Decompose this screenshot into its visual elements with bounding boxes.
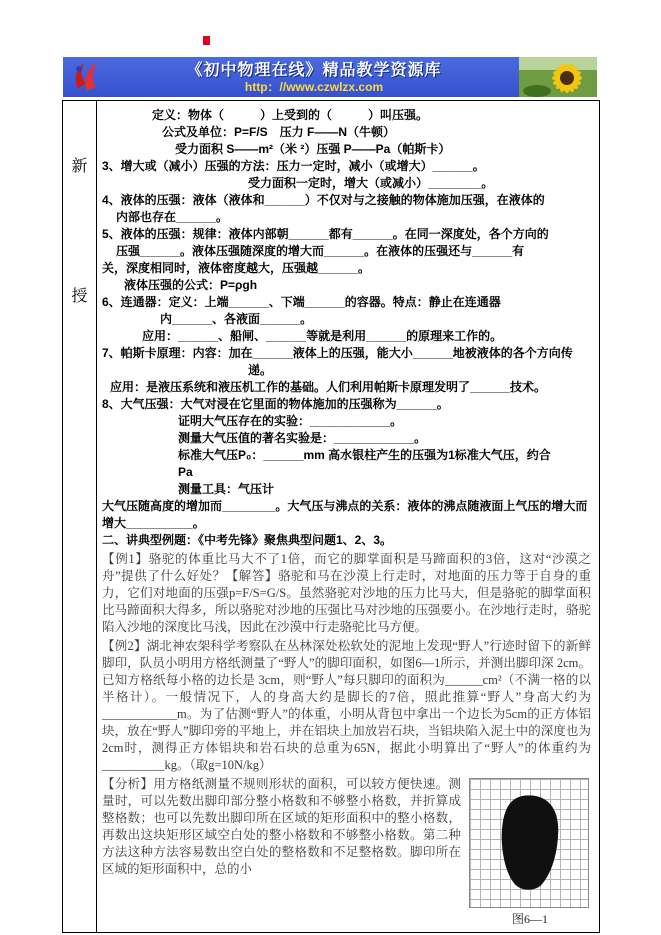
outline-line: 6、连通器：定义：上端______、下端______的容器。特点：静止在连通器 <box>102 295 501 309</box>
analysis-paragraph: 【分析】用方格纸测量不规则形状的面积，可以较方便快速。测量时，可以先数出脚印部分整小格数和不够整小格数，并折算成整格数；也可以先数出脚印所在区域的矩形面积中的整小格数，再数出这块矩形区域空白处的整小格数和不够整小格数。第二种方法这种方法容易数出空白处的整格数和不足整格数。脚印所在区域的矩形面积中，总的小 <box>102 777 461 876</box>
grid-paper <box>469 778 589 908</box>
site-logo-icon <box>63 57 109 97</box>
outline-line: 测量工具：气压计 <box>178 482 275 496</box>
banner-title: 《初中物理在线》精品教学资源库 <box>186 62 442 80</box>
outline-line: 受力面积 S——m²（米 ²）压强 P——Pa（帕斯卡） <box>175 142 451 156</box>
banner-url-link[interactable]: http：//www.czwlzx.com <box>244 79 384 94</box>
banner-text-block <box>109 60 519 94</box>
margin-label-new: 新 <box>71 158 88 175</box>
flame-logo-icon <box>68 60 104 94</box>
red-mark <box>203 36 210 45</box>
outline-line: 8、大气压强：大气对浸在它里面的物体施加的压强称为______。 <box>102 397 449 411</box>
site-banner <box>63 57 597 97</box>
section-two-heading: 二、讲典型例题：《中考先锋》聚焦典型问题1、2、3。 <box>102 533 393 547</box>
outline-line: 液体压强的公式：P=ρgh <box>124 278 258 292</box>
outline-line: 内部也存在______。 <box>116 210 229 224</box>
outline-line: Pa <box>178 465 193 479</box>
outline-line: 标准大气压P₀：______mm 高水银柱产生的压强为1标准大气压，约合 <box>178 448 551 462</box>
outline-line: 证明大气压存在的实验：____________。 <box>178 414 403 428</box>
outline-line: 应用：______、船闸、______等就是利用______的原理来工作的。 <box>142 329 503 343</box>
outline-line: 压强______。液体压强随深度的增大而______。在液体的压强还与______有 <box>116 244 525 258</box>
outline-line: 内______、各液面______。 <box>160 312 313 326</box>
margin-gutter <box>63 101 97 932</box>
example-1-paragraph: 【例1】骆驼的体重比马大不了1倍，而它的脚掌面积是马蹄面积的3倍，这对“沙漠之舟”提供了什么好处？【解答】骆驼和马在沙漠上行走时，对地面的压力等于自身的重力，它们对地面的压强p=F/S=G/S。虽然骆驼对沙地的压力比马大，但是骆驼的脚掌面积比马蹄面积大得多，所以骆驼对沙地的压强比马对沙地的压强要小。在沙地行走时，骆驼陷入沙地的深度比马浅，因此在沙漠中行走骆驼比马方便。 <box>102 552 591 634</box>
outline-line: 4、液体的压强：液体（液体和______）不仅对与之接触的物体施加压强，在液体的 <box>102 193 545 207</box>
sunflower-image <box>519 57 597 97</box>
footprint-shape <box>496 791 562 895</box>
outline-line: 应用：是液压系统和液压机工作的基础。人们利用帕斯卡原理发明了______技术。 <box>110 380 547 394</box>
outline-line: 关，深度相同时，液体密度越大，压强越______。 <box>102 261 371 275</box>
margin-label-teach: 授 <box>71 288 88 305</box>
outline-line: 5、液体的压强：规律：液体内部朝______都有______。在同一深度处，各个方向的 <box>102 227 549 241</box>
outline-line: 公式及单位：P=F/S 压力 F——N（牛顿） <box>162 125 396 139</box>
outline-line: 定义：物体（ ）上受到的（ ）叫压强。 <box>152 108 429 122</box>
outline-section <box>102 107 591 549</box>
outline-line: 测量大气压值的著名实验是：____________。 <box>178 431 427 445</box>
figure-caption: 图6—1 <box>511 912 548 926</box>
worksheet-body <box>62 100 600 933</box>
outline-line: 7、帕斯卡原理：内容：加在______液体上的压强，能大小______地被液体的各个方向传 <box>102 346 573 360</box>
outline-line: 受力面积一定时，增大（或减小）________。 <box>248 176 494 190</box>
outline-line: 大气压随高度的增加而________。大气压与沸点的关系：液体的沸点随液面上气压的增大而 <box>102 499 588 513</box>
example-2-paragraph: 【例2】湖北神农架科学考察队在丛林深处松软处的泥地上发现“野人”行迹时留下的新鲜脚印，队员小明用方格纸测量了“野人”的脚印面积，如图6—1所示，并测出脚印深 2cm。已知方格纸每小格的边长是 3cm，则“野人”每只脚印的面积为______cm²（不满一格的以半格计）。一般情况下，人的身高大约是脚长的7倍，照此推算“野人”身高大约为____________m。为了估测“野人”的体重，小明从背包中拿出一个边长为5cm的正方体铝块，放在“野人”脚印旁的平地上，并在铝块上加放岩石块，当铝块陷入泥土中的深度也为2cm时，测得正方体铝块和岩石块的总重为65N，据此小明算出了“野人”的体重约为__________kg。（取g=10N/kg） <box>102 639 591 772</box>
worksheet-content <box>97 101 599 932</box>
outline-line: 3、增大或（减小）压强的方法：压力一定时，减小（或增大）______。 <box>102 159 485 173</box>
outline-line: 递。 <box>248 363 273 377</box>
sunflower-icon <box>519 57 597 97</box>
outline-line: 增大__________。 <box>102 516 205 530</box>
figure-6-1 <box>469 778 591 927</box>
examples-section <box>102 551 591 926</box>
